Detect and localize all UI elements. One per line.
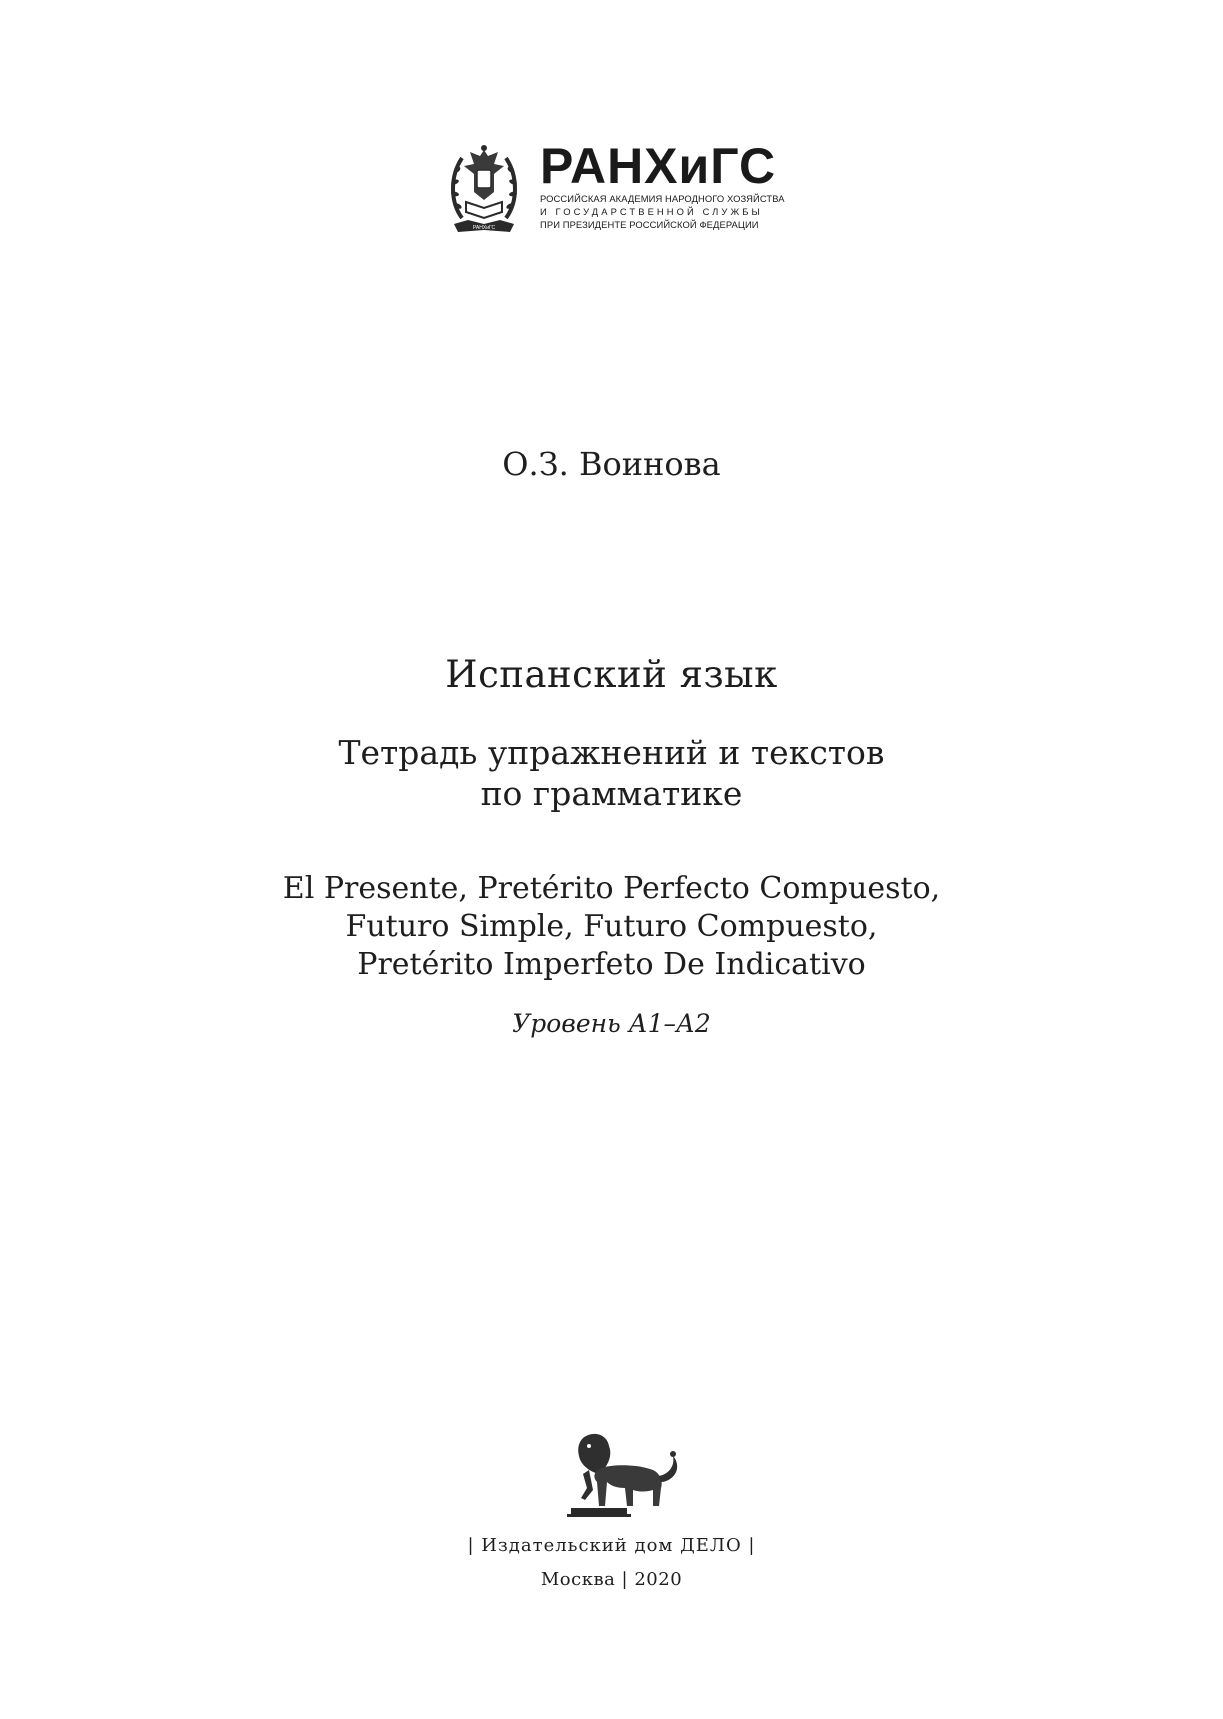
city-year: Москва | 2020 <box>540 1569 683 1590</box>
publisher-name: | Издательский дом ДЕЛО | <box>467 1535 756 1556</box>
svg-text:РАНХиГС: РАНХиГС <box>472 225 496 231</box>
logo-text <box>540 138 785 231</box>
subtitle-line: по грамматике <box>480 774 743 813</box>
logo-subtitle-line: РОССИЙСКАЯ АКАДЕМИЯ НАРОДНОГО ХОЗЯЙСТВА <box>540 193 785 204</box>
book-subtitle <box>0 732 1223 814</box>
book-title: Испанский язык <box>445 653 778 696</box>
author-name: О.З. Воинова <box>502 445 721 483</box>
tenses-line: Futuro Simple, Futuro Compuesto, <box>345 909 878 944</box>
logo-subtitle-line: ПРИ ПРЕЗИДЕНТЕ РОССИЙСКОЙ ФЕДЕРАЦИИ <box>540 219 759 230</box>
level-label: Уровень А1–А2 <box>512 1009 711 1038</box>
subtitle-line: Тетрадь упражнений и текстов <box>338 733 885 772</box>
logo-title: РАНХиГС <box>540 138 777 194</box>
tenses-line: Pretérito Imperfeto De Indicativo <box>357 947 866 982</box>
tenses-list <box>0 870 1223 984</box>
tenses-line: El Presente, Pretérito Perfecto Compuesto, <box>282 871 941 906</box>
lion-publisher-icon <box>563 1430 683 1520</box>
academy-coat-of-arms-icon <box>448 140 520 236</box>
header-logo <box>448 138 785 240</box>
logo-subtitle-line: И ГОСУДАРСТВЕННОЙ СЛУЖБЫ <box>540 206 763 217</box>
